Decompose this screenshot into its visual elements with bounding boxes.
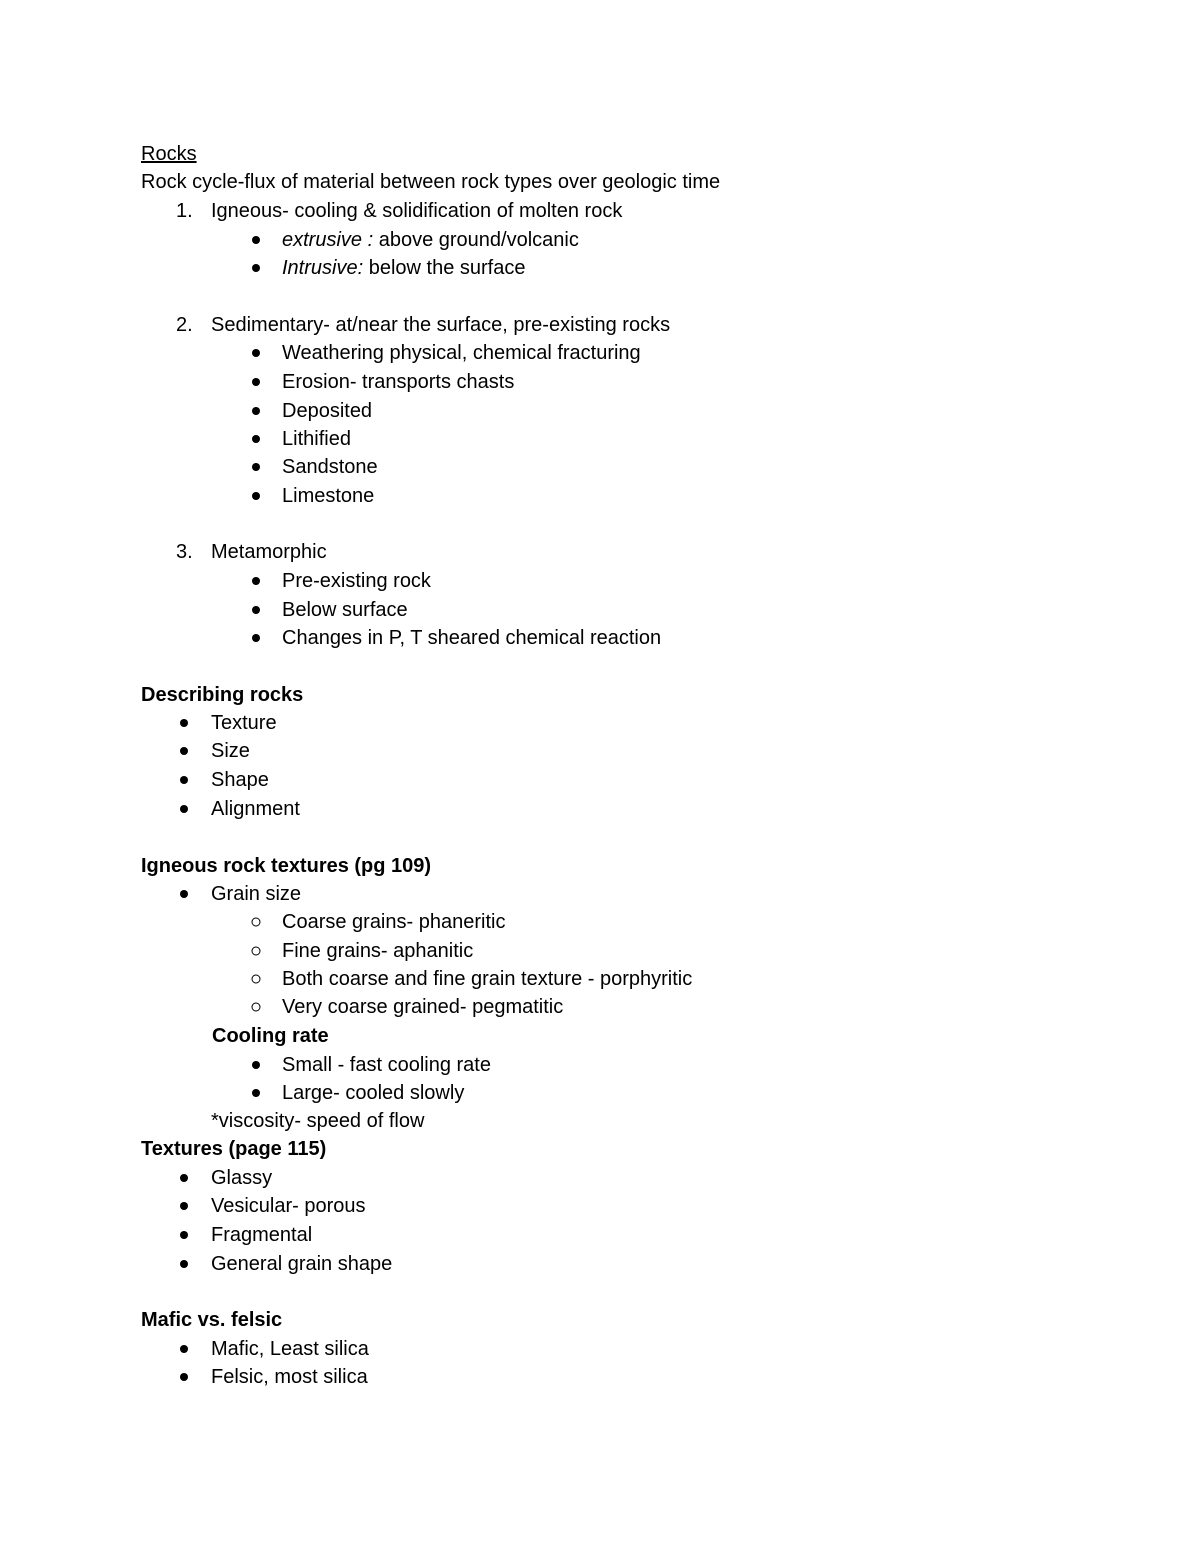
bullet-icon bbox=[252, 264, 260, 272]
list-number: 2. bbox=[176, 314, 193, 336]
bullet-icon bbox=[252, 492, 260, 500]
term-italic: extrusive : bbox=[282, 229, 374, 251]
term-italic: Intrusive: bbox=[282, 257, 364, 279]
subsection-heading: Cooling rate bbox=[212, 1025, 329, 1047]
section-heading: Mafic vs. felsic bbox=[141, 1309, 283, 1331]
hollow-bullet-icon bbox=[252, 918, 261, 927]
intro-line: Rock cycle-flux of material between rock types over geologic time bbox=[141, 171, 721, 193]
list-item: Deposited bbox=[282, 400, 373, 422]
list-item: Alignment bbox=[211, 798, 300, 820]
list-number: 1. bbox=[176, 200, 193, 222]
list-item: Lithified bbox=[282, 428, 351, 450]
bullet-icon bbox=[180, 719, 188, 727]
list-item: Small - fast cooling rate bbox=[282, 1054, 491, 1076]
list-item: Texture bbox=[211, 712, 277, 734]
list-item: Shape bbox=[211, 769, 269, 791]
list-item: Igneous- cooling & solidification of molten rock bbox=[211, 200, 623, 222]
bullet-icon bbox=[252, 349, 260, 357]
list-item: Fragmental bbox=[211, 1224, 313, 1246]
bullet-icon bbox=[180, 747, 188, 755]
list-item: Grain size bbox=[211, 883, 302, 905]
bullet-icon bbox=[252, 463, 260, 471]
list-item: Below surface bbox=[282, 599, 408, 621]
bullet-icon bbox=[252, 378, 260, 386]
list-item: Fine grains- aphanitic bbox=[282, 940, 474, 962]
list-item: Weathering physical, chemical fracturing bbox=[282, 342, 641, 364]
section-heading: Igneous rock textures (pg 109) bbox=[141, 855, 432, 877]
bullet-icon bbox=[252, 634, 260, 642]
bullet-icon bbox=[180, 805, 188, 813]
bullet-icon bbox=[252, 606, 260, 614]
list-item bbox=[282, 254, 525, 282]
list-item: Glassy bbox=[211, 1167, 273, 1189]
hollow-bullet-icon bbox=[252, 947, 261, 956]
section-heading: Describing rocks bbox=[141, 684, 304, 706]
bullet-icon bbox=[180, 1373, 188, 1381]
bullet-icon bbox=[252, 435, 260, 443]
bullet-icon bbox=[180, 1202, 188, 1210]
list-item: Felsic, most silica bbox=[211, 1366, 368, 1388]
list-item: Sedimentary- at/near the surface, pre-existing rocks bbox=[211, 314, 671, 336]
list-item: Vesicular- porous bbox=[211, 1195, 366, 1217]
bullet-icon bbox=[252, 1061, 260, 1069]
list-item bbox=[282, 226, 579, 254]
list-item: General grain shape bbox=[211, 1253, 393, 1275]
bullet-icon bbox=[252, 236, 260, 244]
list-item: Coarse grains- phaneritic bbox=[282, 911, 506, 933]
list-item: Very coarse grained- pegmatitic bbox=[282, 996, 564, 1018]
term-description: below the surface bbox=[363, 257, 526, 279]
list-number: 3. bbox=[176, 541, 193, 563]
bullet-icon bbox=[252, 577, 260, 585]
list-item: Changes in P, T sheared chemical reaction bbox=[282, 627, 662, 649]
term-description: above ground/volcanic bbox=[373, 229, 579, 251]
bullet-icon bbox=[180, 1231, 188, 1239]
list-item: Erosion- transports chasts bbox=[282, 371, 515, 393]
list-item: Metamorphic bbox=[211, 541, 327, 563]
list-item: Large- cooled slowly bbox=[282, 1082, 465, 1104]
list-item: Limestone bbox=[282, 485, 375, 507]
list-item: Both coarse and fine grain texture - porphyritic bbox=[282, 968, 693, 990]
section-heading: Textures (page 115) bbox=[141, 1138, 327, 1160]
hollow-bullet-icon bbox=[252, 975, 261, 984]
bullet-icon bbox=[180, 890, 188, 898]
page-title: Rocks bbox=[141, 143, 197, 165]
bullet-icon bbox=[180, 1260, 188, 1268]
hollow-bullet-icon bbox=[252, 1003, 261, 1012]
bullet-icon bbox=[180, 1174, 188, 1182]
bullet-icon bbox=[252, 1089, 260, 1097]
list-item: Sandstone bbox=[282, 456, 378, 478]
list-item: Mafic, Least silica bbox=[211, 1338, 369, 1360]
note-line: *viscosity- speed of flow bbox=[211, 1110, 425, 1132]
bullet-icon bbox=[252, 407, 260, 415]
list-item: Size bbox=[211, 740, 250, 762]
list-item: Pre-existing rock bbox=[282, 570, 431, 592]
bullet-icon bbox=[180, 776, 188, 784]
bullet-icon bbox=[180, 1345, 188, 1353]
